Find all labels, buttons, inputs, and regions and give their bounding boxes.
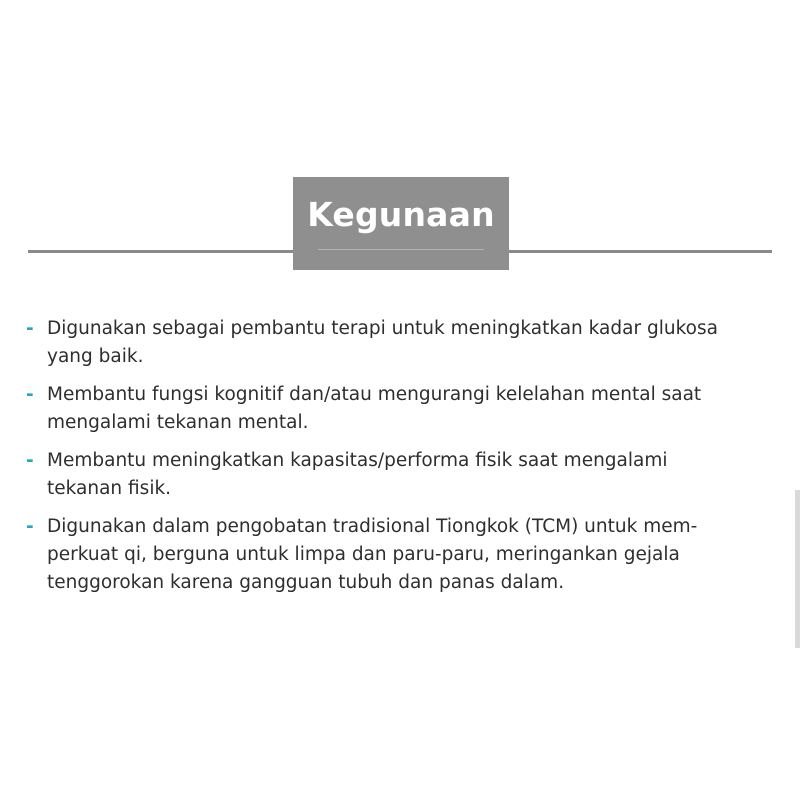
list-item-text: Digunakan sebagai pembantu terapi untuk meningkatkan kadar glukosa yang baik. — [47, 318, 718, 367]
bullet-dash: - — [26, 450, 34, 471]
section-heading-title: Kegunaan — [307, 195, 495, 234]
list-item — [26, 513, 766, 597]
scrollbar[interactable] — [795, 490, 800, 648]
bullet-dash: - — [26, 516, 34, 537]
list-item-text: Membantu meningkatkan kapasitas/performa fisik saat mengalami tekanan fisik. — [47, 450, 668, 499]
usage-list — [26, 315, 766, 607]
bullet-dash: - — [26, 384, 34, 405]
list-item-text: Digunakan dalam pengobatan tradisional Tiongkok (TCM) untuk mem- perkuat qi, berguna untuk limpa dan paru-paru, meringankan gejala tenggorokan karena gangguan tubuh dan panas dalam. — [47, 516, 698, 593]
bullet-dash: - — [26, 318, 34, 339]
list-item — [26, 381, 766, 437]
list-item — [26, 315, 766, 371]
list-item-text: Membantu fungsi kognitif dan/atau mengurangi kelelahan mental saat mengalami tekanan mental. — [47, 384, 702, 433]
list-item — [26, 447, 766, 503]
section-heading-box — [293, 177, 509, 270]
heading-underline — [318, 249, 484, 250]
